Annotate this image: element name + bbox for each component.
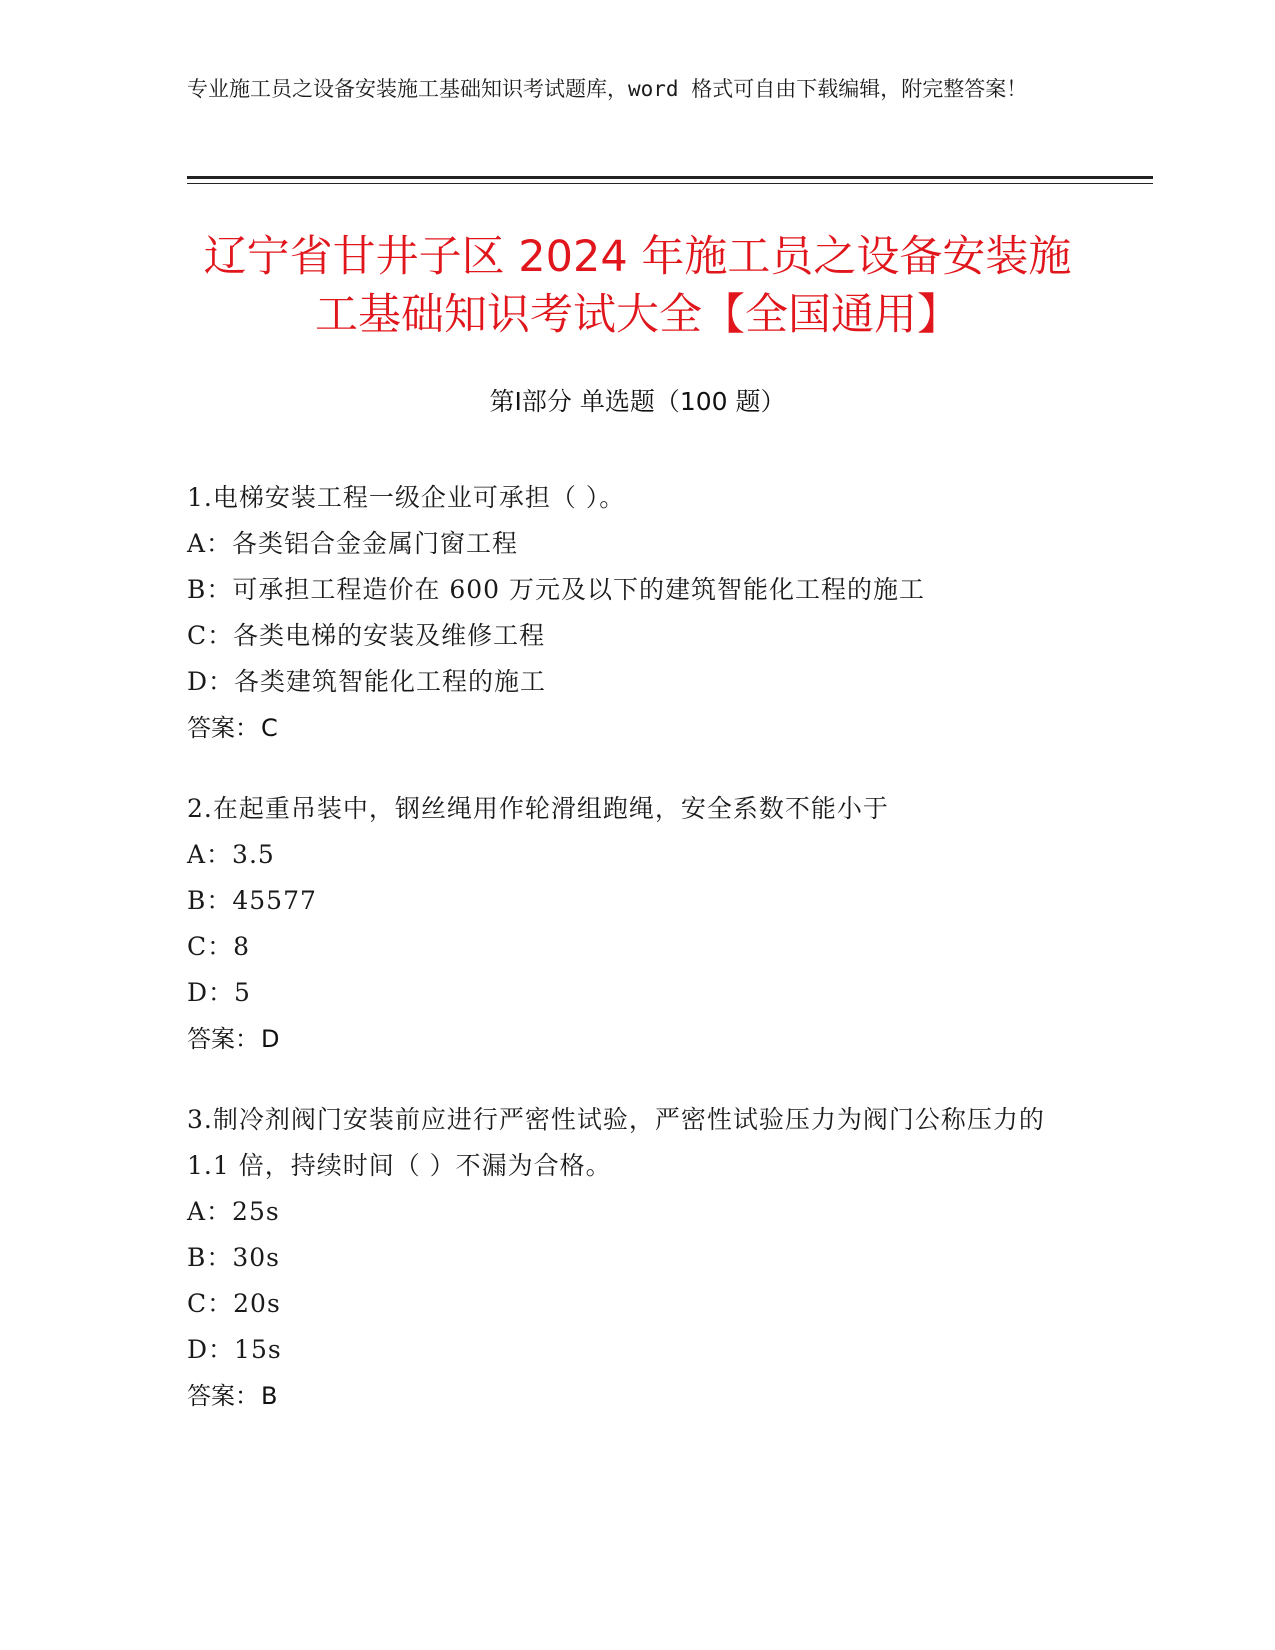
question-1 <box>187 475 1087 751</box>
option-b: B：30s <box>187 1243 281 1272</box>
answer-label: 答案： <box>187 1025 259 1053</box>
option-a: A：3.5 <box>187 840 275 869</box>
option-b: B：可承担工程造价在 600 万元及以下的建筑智能化工程的施工 <box>187 575 925 604</box>
answer-value: D <box>261 1025 280 1053</box>
question-3 <box>187 1097 1087 1419</box>
answer-label: 答案： <box>187 1382 259 1410</box>
option-b: B：45577 <box>187 886 317 915</box>
question-list <box>187 475 1087 1454</box>
question-2 <box>187 786 1087 1062</box>
document-title-line-2: 工基础知识考试大全【全国通用】 <box>315 290 960 340</box>
question-stem: 1.电梯安装工程一级企业可承担（ ）。 <box>187 483 626 512</box>
option-a: A：25s <box>187 1197 280 1226</box>
document-title <box>140 228 1135 344</box>
option-d: D：各类建筑智能化工程的施工 <box>187 667 547 696</box>
header-note: 专业施工员之设备安装施工基础知识考试题库，word 格式可自由下载编辑，附完整答案！ <box>187 77 1028 101</box>
section-title: 第Ⅰ部分 单选题（100 题） <box>489 387 786 416</box>
answer-value: B <box>261 1382 278 1410</box>
option-c: C：各类电梯的安装及维修工程 <box>187 621 546 650</box>
answer-line <box>187 1016 1087 1062</box>
answer-value: C <box>261 714 278 742</box>
option-c: C：8 <box>187 932 251 961</box>
header-divider-thick <box>187 176 1153 179</box>
header-divider-thin <box>187 183 1153 184</box>
answer-label: 答案： <box>187 714 259 742</box>
option-a: A：各类铝合金金属门窗工程 <box>187 529 519 558</box>
question-stem: 3.制冷剂阀门安装前应进行严密性试验，严密性试验压力为阀门公称压力的 1.1 倍，持续时间（ ）不漏为合格。 <box>187 1105 1045 1180</box>
option-d: D：15s <box>187 1335 282 1364</box>
answer-line <box>187 1373 1087 1419</box>
question-stem: 2.在起重吊装中，钢丝绳用作轮滑组跑绳，安全系数不能小于 <box>187 794 889 823</box>
answer-line <box>187 705 1087 751</box>
option-d: D：5 <box>187 978 251 1007</box>
option-c: C：20s <box>187 1289 281 1318</box>
document-title-line-1: 辽宁省甘井子区 2024 年施工员之设备安装施 <box>203 232 1072 282</box>
